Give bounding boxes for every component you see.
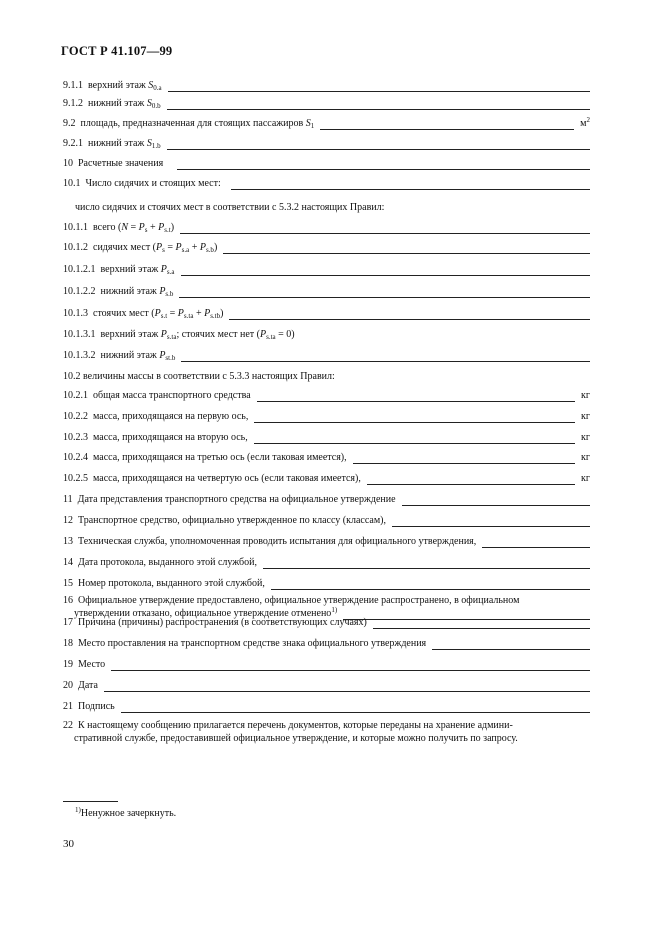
field-row-10-1-2-1: 10.1.2.1 верхний этаж $P_{s.a}$ (63, 264, 590, 276)
field-row-9-2 (63, 118, 590, 130)
symbol-subscript: 1 (310, 122, 315, 130)
field-row-9-1-2 (63, 98, 590, 110)
field-row-10-1-2: 10.1.2 сидячих мест $(P_s = P_{s.a} + P_{s.b})$ (63, 242, 590, 254)
fill-line[interactable] (180, 224, 590, 234)
item-label: общая масса транспортного средства (93, 390, 251, 401)
item-label: масса, приходящаяся на первую ось, (93, 411, 249, 422)
footnote (75, 808, 176, 819)
item-label: Официальное утверждение предоставлено, официальное утверждение распространено, в официальном (78, 595, 520, 606)
item-number: 10.1.2.2 (63, 286, 96, 297)
fill-line[interactable] (223, 244, 590, 254)
footnote-text: Ненужное зачеркнуть. (80, 808, 177, 819)
item-16-line-2: утверждении отказано, официальное утверждение отменено$^{1)}$ (63, 607, 590, 620)
symbol-subscript: 0.a (153, 84, 162, 92)
field-row-10-1-3-1: 10.1.3.1 верхний этаж $P_{s.ta}$; стоячих мест нет $(P_{s.ta} = 0)$ (63, 329, 295, 341)
unit-label: кг (581, 390, 590, 401)
item-number: 9.1.1 (63, 80, 83, 91)
footnote-divider (63, 801, 118, 802)
item-number: 13 (63, 536, 73, 547)
item-number: 17 (63, 617, 73, 628)
fill-line[interactable] (367, 475, 575, 485)
item-label: Расчетные значения (78, 158, 164, 169)
mass-intro: 10.2 величины массы в соответствии с 5.3.3 настоящих Правил: (63, 371, 335, 382)
field-row-11 (63, 494, 590, 506)
item-number: 10.2.1 (63, 390, 88, 401)
field-row-10-1-3: 10.1.3 стоячих мест $(P_{s.t} = P_{s.ta} + P_{s.tb})$ (63, 308, 590, 320)
fill-line[interactable] (373, 619, 590, 629)
field-row-17 (63, 617, 590, 629)
item-label: Подпись (78, 701, 115, 712)
field-row-18 (63, 638, 590, 650)
field-row-10-1-2-2: 10.1.2.2 нижний этаж $P_{s.b}$ (63, 286, 590, 298)
fill-line[interactable] (177, 160, 590, 170)
field-row-10-1 (63, 178, 590, 190)
item-number: 10.1.3.1 (63, 329, 96, 340)
symbol-subscript: 1.b (151, 142, 161, 150)
item-label: верхний этаж (88, 80, 149, 91)
field-row-10-2-3 (63, 432, 590, 444)
item-label: сидячих мест ( (93, 242, 157, 253)
item-number: 10.1.3 (63, 308, 88, 319)
footnote-mark: 1) (75, 806, 81, 814)
fill-line[interactable] (167, 140, 590, 150)
item-number: 18 (63, 638, 73, 649)
fill-line[interactable] (181, 352, 590, 362)
field-row-10-2-5 (63, 473, 590, 485)
item-label: Дата представления транспортного средства на официальное утверждение (77, 494, 396, 505)
fill-line[interactable] (402, 496, 590, 506)
item-22-line-2: стративной службе, предоставившей официальное утверждение, и которые можно получить по запросу. (74, 733, 518, 744)
field-row-13 (63, 536, 590, 548)
fill-line[interactable] (257, 392, 575, 402)
item-label: масса, приходящаяся на четвертую ось (если таковая имеется), (93, 473, 361, 484)
field-row-10-2-1 (63, 390, 590, 402)
fill-line[interactable] (320, 120, 574, 130)
item-number: 9.2.1 (63, 138, 83, 149)
item-label: нижний этаж (100, 350, 160, 361)
item-16-line-1 (63, 594, 590, 607)
item-label: площадь, предназначенная для стоящих пассажиров (80, 118, 306, 129)
fill-line[interactable] (181, 266, 591, 276)
item-label: масса, приходящаяся на третью ось (если таковая имеется), (93, 452, 347, 463)
document-header: ГОСТ Р 41.107—99 (61, 44, 173, 58)
item-number: 12 (63, 515, 73, 526)
item-number: 10.1.1 (63, 222, 88, 233)
item-label: нижний этаж (88, 138, 147, 149)
item-number: 10.1.2 (63, 242, 88, 253)
field-row-12 (63, 515, 590, 527)
item-number: 16 (63, 595, 73, 606)
item-label: верхний этаж (100, 264, 161, 275)
symbol: S (305, 118, 311, 129)
fill-line[interactable] (271, 580, 590, 590)
fill-line[interactable] (353, 454, 575, 464)
fill-line[interactable] (482, 538, 590, 548)
footnote-ref: 1) (331, 606, 338, 614)
symbol: S (146, 138, 152, 149)
item-number: 10.2.4 (63, 452, 88, 463)
item-label: К настоящему сообщению прилагается перечень документов, которые переданы на хранение админи- (78, 720, 513, 731)
field-row-14 (63, 557, 590, 569)
fill-line[interactable] (168, 82, 590, 92)
item-label: Техническая служба, уполномоченная проводить испытания для официального утверждения, (78, 536, 477, 547)
fill-line[interactable] (392, 517, 590, 527)
fill-line[interactable] (167, 100, 590, 110)
field-row-10-1-3-2: 10.1.3.2 нижний этаж $P_{st.b}$ (63, 350, 590, 362)
field-row-21 (63, 701, 590, 713)
fill-line[interactable] (111, 661, 590, 671)
unit-label: кг (581, 452, 590, 463)
item-number: 10.1.2.1 (63, 264, 96, 275)
item-number: 22 (63, 720, 73, 731)
field-row-10-2-4 (63, 452, 590, 464)
item-label: Транспортное средство, официально утвержденное по классу (классам), (78, 515, 386, 526)
item-label: всего ( (93, 222, 122, 233)
item-label: стоячих мест ( (93, 308, 155, 319)
item-number: 10.2.5 (63, 473, 88, 484)
item-number: 10.1.3.2 (63, 350, 96, 361)
item-number: 10.1 (63, 178, 81, 189)
item-number: 10 (63, 158, 73, 169)
item-number: 21 (63, 701, 73, 712)
item-label: Причина (причины) распространения (в соответствующих случаях) (78, 617, 367, 628)
item-number: 10.2.2 (63, 411, 88, 422)
unit-label: кг (581, 411, 590, 422)
symbol: S (148, 80, 154, 91)
fill-line[interactable] (121, 703, 590, 713)
field-row-22 (63, 719, 590, 745)
item-number: 10.2.3 (63, 432, 88, 443)
item-number: 15 (63, 578, 73, 589)
symbol: S (146, 98, 152, 109)
item-number: 20 (63, 680, 73, 691)
item-22-line-1 (63, 719, 590, 732)
field-row-10 (63, 158, 590, 170)
item-number: 19 (63, 659, 73, 670)
item-label: Дата (78, 680, 98, 691)
item-label: Место проставления на транспортном средстве знака официального утверждения (78, 638, 427, 649)
field-row-10-2-2 (63, 411, 590, 423)
item-number: 9.1.2 (63, 98, 83, 109)
field-row-9-2-1 (63, 138, 590, 150)
fill-line[interactable] (229, 310, 590, 320)
item-number: 9.2 (63, 118, 76, 129)
seating-intro: число сидячих и стоячих мест в соответствии с 5.3.2 настоящих Правил: (75, 202, 385, 213)
field-row-9-1-1 (63, 80, 590, 92)
unit-label: $м^2$ (580, 116, 590, 129)
unit-label: кг (581, 473, 590, 484)
fill-line[interactable] (179, 288, 590, 298)
page-number: 30 (63, 838, 74, 850)
item-number: 14 (63, 557, 73, 568)
fill-line[interactable] (104, 682, 590, 692)
unit-label: кг (581, 432, 590, 443)
item-label: нижний этаж (100, 286, 160, 297)
item-label: масса, приходящаяся на вторую ось, (93, 432, 248, 443)
item-label: верхний этаж (100, 329, 161, 340)
fill-line[interactable] (254, 413, 575, 423)
fill-line[interactable] (231, 180, 590, 190)
item-label: нижний этаж (88, 98, 147, 109)
fill-line[interactable] (254, 434, 575, 444)
symbol-subscript: 0.b (151, 102, 161, 110)
item-number: 11 (63, 494, 73, 505)
field-row-15 (63, 578, 590, 590)
item-label: Дата протокола, выданного этой службой, (78, 557, 257, 568)
field-row-10-1-1: 10.1.1 всего $(N = P_s + P_{s.t})$ (63, 222, 590, 234)
item-label: Место (78, 659, 106, 670)
fill-line[interactable] (432, 640, 590, 650)
field-row-20 (63, 680, 590, 692)
fill-line[interactable] (263, 559, 590, 569)
item-label: Число сидячих и стоящих мест: (85, 178, 221, 189)
item-label: Номер протокола, выданного этой службой, (78, 578, 265, 589)
field-row-19 (63, 659, 590, 671)
